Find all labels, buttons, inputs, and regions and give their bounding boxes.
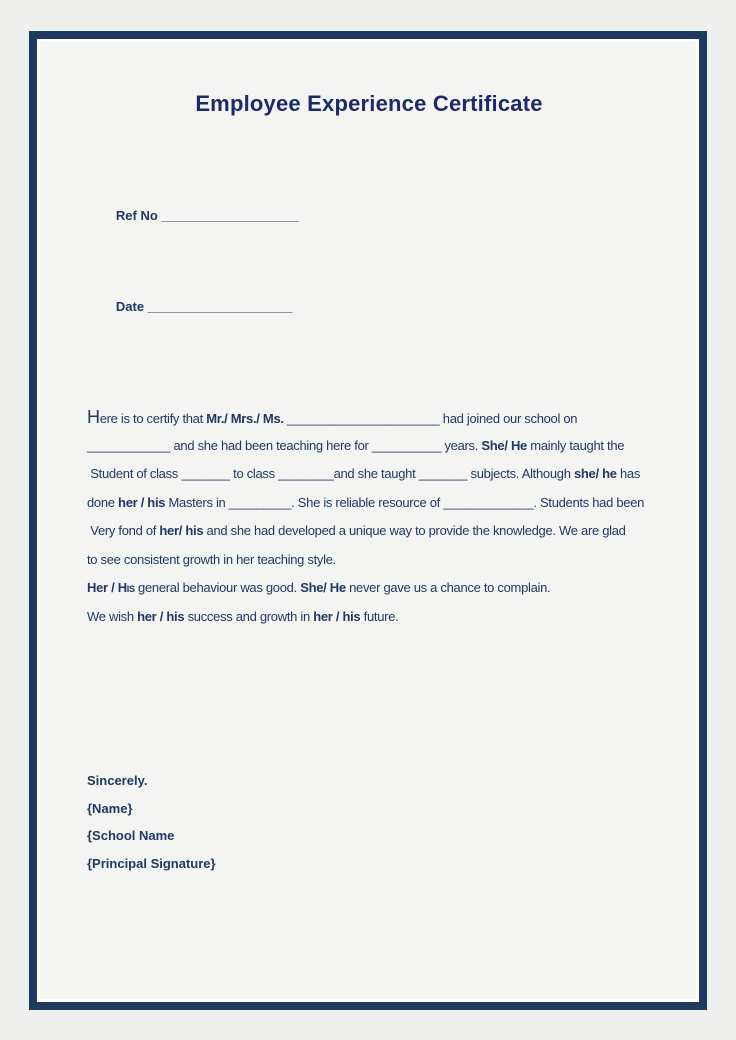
body-line	[87, 574, 651, 603]
body-text-segment: Mr./ Mrs./ Ms.	[206, 411, 287, 426]
body-text-segment: success and growth in	[184, 608, 314, 624]
body-text-segment: to see consistent growth in her teaching style.	[87, 551, 336, 567]
body-text-segment: Masters in _________. She is reliable resource of _____________. Students had been	[165, 494, 645, 510]
signature-line: {School Name	[87, 828, 175, 843]
body-text-segment: ______________________	[287, 411, 440, 426]
ref-no-field	[87, 189, 651, 243]
signature-line: Sincerely.	[87, 773, 148, 788]
body-line	[87, 432, 651, 461]
body-text-segment: done	[87, 494, 119, 510]
body-text-segment: His	[117, 580, 135, 595]
certificate-border-frame	[29, 31, 707, 1010]
body-text-segment: her / his	[137, 608, 185, 624]
body-text-segment: She/ He	[300, 580, 346, 595]
body-text-segment: had joined our school on	[439, 411, 578, 426]
body-text-segment: ere is to certify that	[99, 411, 207, 426]
body-text-segment: and she had developed a unique way to provide the knowledge. We are glad	[203, 523, 626, 538]
body-text-segment: general behaviour was good.	[134, 580, 301, 595]
body-text-segment: future.	[360, 608, 399, 624]
body-line	[87, 403, 651, 432]
body-text-segment: Very fond of	[87, 523, 160, 538]
body-text-segment: Student of class _______ to class ________and she taught _______ subjects. Although	[87, 466, 574, 481]
body-text-segment: H	[87, 407, 100, 427]
certificate-content	[37, 91, 699, 877]
body-text-segment: her / his	[313, 608, 361, 624]
body-text-segment: mainly taught the	[526, 437, 625, 453]
date-label: Date	[115, 299, 148, 314]
body-line	[87, 460, 651, 489]
body-line	[87, 603, 651, 632]
ref-no-blank-line: ___________________	[161, 208, 299, 223]
signature-block	[87, 767, 651, 877]
ref-no-label: Ref No	[115, 208, 162, 223]
certificate-body-text	[87, 403, 651, 631]
body-text-segment: her/ his	[159, 523, 204, 538]
body-text-segment: ____________ and she had been teaching here for __________ years.	[87, 437, 482, 453]
date-field	[87, 280, 651, 334]
body-text-segment: she/ he	[573, 466, 617, 481]
body-text-segment: never gave us a chance to complain.	[345, 580, 551, 595]
body-text-segment: Her /	[87, 580, 118, 595]
body-text-segment: She/ He	[481, 437, 527, 453]
body-text-segment: her / his	[118, 494, 166, 510]
body-text-segment: We wish	[87, 608, 138, 624]
signature-line: {Name}	[87, 800, 133, 816]
certificate-title: Employee Experience Certificate	[195, 91, 543, 116]
body-text-segment: has	[616, 466, 641, 481]
body-line	[87, 489, 651, 518]
signature-line: {Principal Signature}	[87, 855, 216, 871]
body-line	[87, 517, 651, 546]
date-blank-line: ____________________	[147, 299, 293, 314]
body-line	[87, 546, 651, 575]
